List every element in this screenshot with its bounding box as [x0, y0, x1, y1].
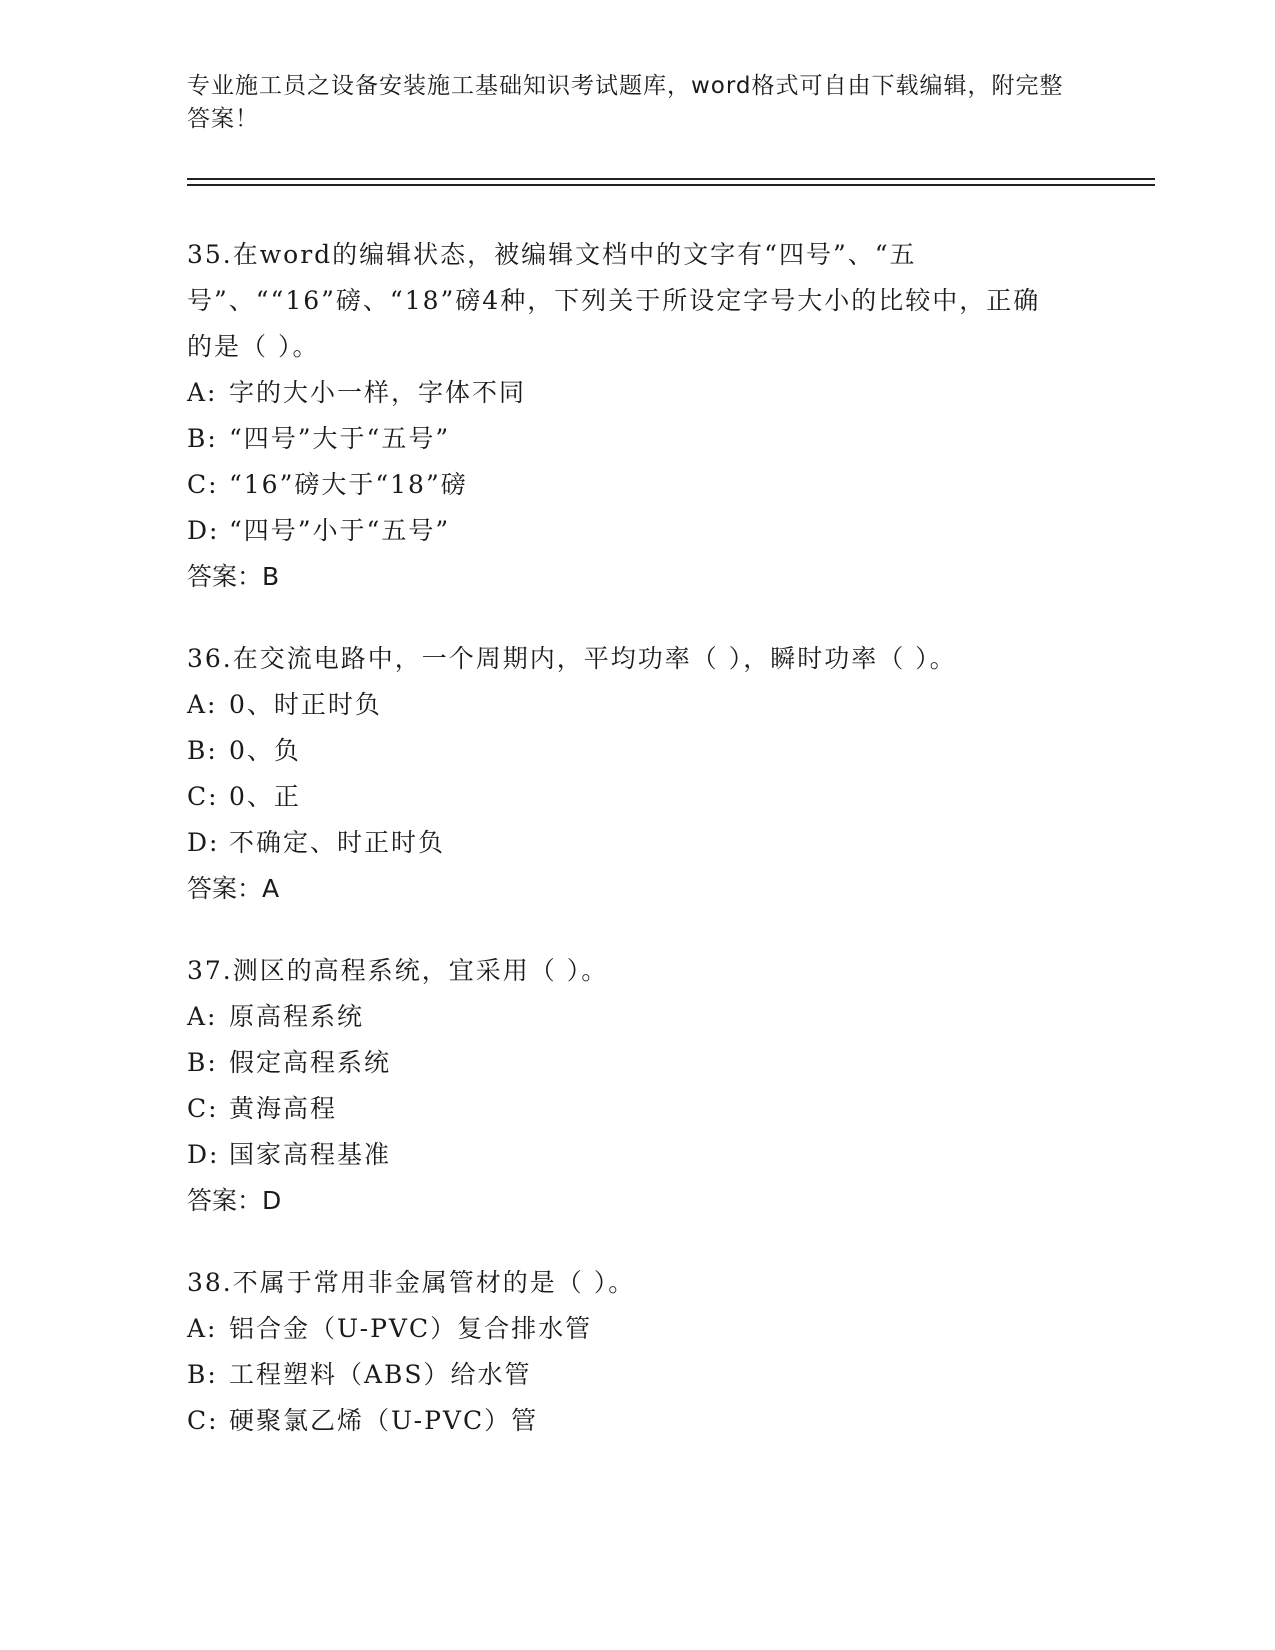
- option-text: “四号”小于“五号”: [229, 516, 451, 545]
- option-letter: C:: [187, 1094, 219, 1123]
- option-text: “四号”大于“五号”: [229, 424, 451, 453]
- option-text: 硬聚氯乙烯（U-PVC）管: [229, 1406, 539, 1435]
- question-stem: 35.在word的编辑状态，被编辑文档中的文字有“四号”、“五号”、““16”磅、“18”磅4种，下列关于所设定字号大小的比较中，正确的是（ ）。: [187, 240, 1041, 361]
- question-35: [187, 232, 1067, 600]
- question-stem: 36.在交流电路中，一个周期内，平均功率（ ），瞬时功率（ ）。: [187, 644, 957, 673]
- option-letter: B:: [187, 424, 218, 453]
- option-text: 不确定、时正时负: [229, 828, 446, 857]
- option-text: 黄海高程: [229, 1094, 338, 1123]
- document-header: 专业施工员之设备安装施工基础知识考试题库，word格式可自由下载编辑，附完整答案！: [187, 73, 1064, 132]
- option-letter: C:: [187, 782, 219, 811]
- option-d: [187, 508, 1067, 554]
- option-text: 假定高程系统: [229, 1048, 392, 1077]
- option-c: [187, 1086, 1067, 1132]
- option-a: [187, 682, 1067, 728]
- option-text: “16”磅大于“18”磅: [229, 470, 468, 499]
- option-text: 0、负: [229, 736, 301, 765]
- question-37: [187, 948, 1067, 1224]
- option-text: 工程塑料（ABS）给水管: [229, 1360, 532, 1389]
- option-text: 铝合金（U-PVC）复合排水管: [229, 1314, 593, 1343]
- option-text: 0、时正时负: [229, 690, 382, 719]
- header-divider-top: [187, 178, 1155, 180]
- option-text: 国家高程基准: [229, 1140, 392, 1169]
- option-a: [187, 994, 1067, 1040]
- option-text: 0、正: [229, 782, 301, 811]
- option-d: [187, 1132, 1067, 1178]
- option-c: [187, 1398, 1067, 1444]
- option-d: [187, 820, 1067, 866]
- option-letter: B:: [187, 736, 218, 765]
- option-b: [187, 1040, 1067, 1086]
- option-letter: C:: [187, 1406, 219, 1435]
- option-b: [187, 728, 1067, 774]
- option-letter: A:: [187, 378, 218, 407]
- answer-line: 答案：D: [187, 1186, 282, 1215]
- question-38: [187, 1260, 1067, 1444]
- header-divider-bottom: [187, 184, 1155, 186]
- option-b: [187, 416, 1067, 462]
- option-letter: C:: [187, 470, 219, 499]
- answer-line: 答案：B: [187, 562, 280, 591]
- option-letter: D:: [187, 828, 220, 857]
- question-stem: 38.不属于常用非金属管材的是（ ）。: [187, 1268, 636, 1297]
- option-letter: D:: [187, 1140, 220, 1169]
- question-list: [187, 232, 1067, 1480]
- option-letter: B:: [187, 1360, 218, 1389]
- option-text: 原高程系统: [229, 1002, 365, 1031]
- option-text: 字的大小一样，字体不同: [229, 378, 527, 407]
- question-stem: 37.测区的高程系统，宜采用（ ）。: [187, 956, 609, 985]
- question-36: [187, 636, 1067, 912]
- option-a: [187, 370, 1067, 416]
- option-letter: B:: [187, 1048, 218, 1077]
- option-c: [187, 462, 1067, 508]
- option-c: [187, 774, 1067, 820]
- answer-line: 答案：A: [187, 874, 280, 903]
- option-a: [187, 1306, 1067, 1352]
- option-letter: A:: [187, 1002, 218, 1031]
- option-letter: A:: [187, 1314, 218, 1343]
- option-letter: A:: [187, 690, 218, 719]
- option-b: [187, 1352, 1067, 1398]
- option-letter: D:: [187, 516, 220, 545]
